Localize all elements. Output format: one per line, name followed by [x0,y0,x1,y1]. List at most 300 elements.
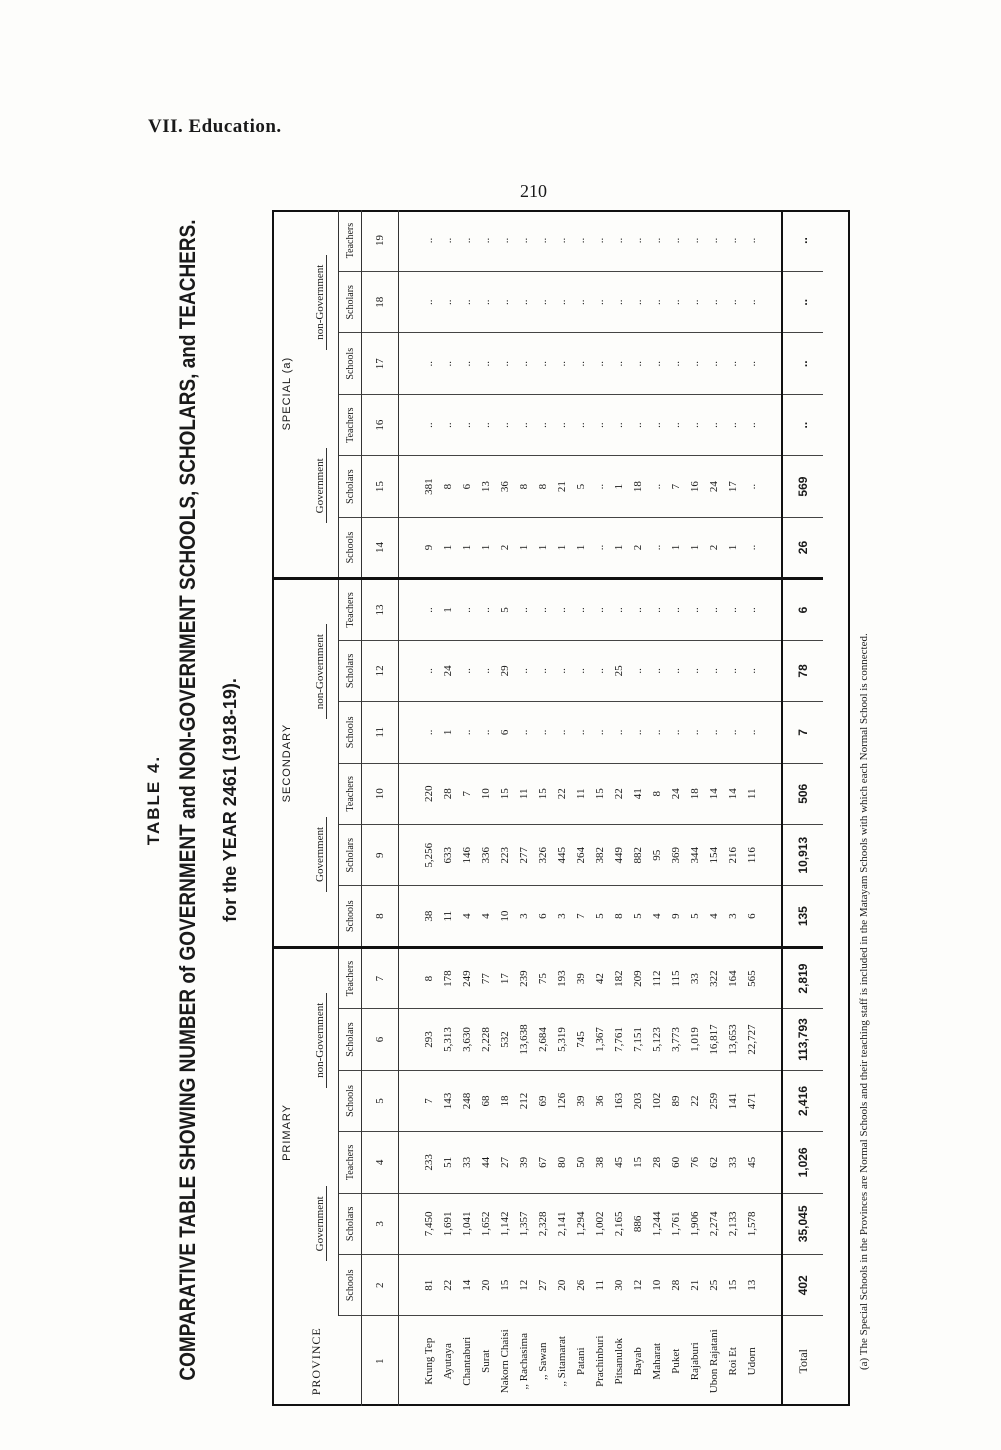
value-cell: 449 [609,825,628,886]
value-cell: 223 [495,825,514,886]
province-cell: ,, Sitamarat [555,1336,568,1387]
value-cell: 12 [514,1255,533,1316]
value-cell: .. [609,210,628,272]
value-cell: 248 [457,1070,476,1131]
table-row [552,210,571,1406]
value-cell: .. [514,579,533,640]
value-cell: .. [704,272,723,333]
value-cell: .. [704,394,723,455]
table-row [666,210,685,1406]
value-cell: 1,041 [457,1193,476,1254]
subgroup-header: Government [302,394,339,578]
value-cell: .. [782,333,823,394]
value-cell: 1 [438,579,457,640]
value-cell: 5 [590,886,609,947]
column-number: 12 [362,640,399,701]
value-cell: 18 [495,1070,514,1131]
value-cell: .. [533,579,552,640]
value-cell: 33 [457,1132,476,1193]
value-cell: .. [552,394,571,455]
value-cell: 116 [742,825,761,886]
value-cell: .. [609,579,628,640]
value-cell: .. [590,210,609,272]
value-cell: 15 [533,763,552,824]
value-cell: .. [685,272,704,333]
value-cell: 8 [419,947,438,1008]
value-cell: 102 [647,1070,666,1131]
value-cell: 1 [609,517,628,578]
value-cell: .. [590,272,609,333]
spacer-cell [761,1070,782,1131]
value-cell: 6 [457,456,476,517]
value-cell: 2 [495,517,514,578]
province-cell: Prachinburi [593,1335,606,1387]
column-header: Schools [339,333,362,394]
value-cell: 14 [457,1255,476,1316]
value-cell: .. [514,210,533,272]
value-cell: 20 [552,1255,571,1316]
value-cell: 24 [438,640,457,701]
value-cell: 216 [723,825,742,886]
value-cell: 1 [685,517,704,578]
value-cell: 15 [495,763,514,824]
value-cell: 22 [609,763,628,824]
column-number: 14 [362,517,399,578]
column-number: 19 [362,210,399,272]
value-cell: .. [533,394,552,455]
value-cell: 11 [590,1255,609,1316]
value-cell: .. [742,579,761,640]
value-cell: 1,002 [590,1193,609,1254]
value-cell: 11 [571,763,590,824]
value-cell: .. [514,394,533,455]
table-row [628,210,647,1406]
value-cell: .. [552,272,571,333]
value-cell: 36 [590,1070,609,1131]
value-cell: .. [495,394,514,455]
value-cell: 15 [495,1255,514,1316]
value-cell: .. [723,210,742,272]
spacer-cell [761,947,782,1008]
value-cell: .. [457,210,476,272]
value-cell: 50 [571,1132,590,1193]
value-cell: 20 [476,1255,495,1316]
value-cell: 163 [609,1070,628,1131]
value-cell: 5,313 [438,1009,457,1070]
value-cell: 1,367 [590,1009,609,1070]
page-number: 210 [520,181,547,201]
value-cell: .. [647,456,666,517]
value-cell: .. [590,394,609,455]
value-cell: 33 [723,1132,742,1193]
table-subtitle: for the YEAR 2461 (1918-19). [220,678,240,922]
province-cell: Bayab [631,1347,644,1376]
value-cell: .. [685,210,704,272]
value-cell: 336 [476,825,495,886]
group-header-secondary: SECONDARY [272,579,302,948]
value-cell: .. [590,333,609,394]
value-cell: .. [590,517,609,578]
value-cell: .. [476,333,495,394]
value-cell: .. [685,394,704,455]
value-cell: .. [533,333,552,394]
value-cell: 126 [552,1070,571,1131]
value-cell: .. [552,333,571,394]
spacer-row [399,210,420,1406]
value-cell: .. [552,210,571,272]
table-row [495,210,514,1406]
value-cell: .. [782,394,823,455]
value-cell: 77 [476,947,495,1008]
value-cell: .. [685,579,704,640]
value-cell: 1,294 [571,1193,590,1254]
column-number: 10 [362,763,399,824]
value-cell: 2,684 [533,1009,552,1070]
spacer-cell [399,1009,420,1070]
value-cell: .. [476,272,495,333]
province-cell: Roi Et [726,1347,739,1376]
value-cell: .. [685,702,704,763]
value-cell: 2,228 [476,1009,495,1070]
province-cell: Ubon Rajatani [707,1329,720,1394]
value-cell: 68 [476,1070,495,1131]
section-title: VII. Education. [148,116,282,137]
spacer-cell [761,640,782,701]
value-cell: .. [609,394,628,455]
value-cell: .. [438,333,457,394]
value-cell: 45 [742,1132,761,1193]
province-cell: Surat [479,1349,492,1373]
value-cell: .. [704,579,723,640]
value-cell: 18 [685,763,704,824]
group-header-special: SPECIAL (a) [272,210,302,579]
value-cell: .. [647,333,666,394]
value-cell: 112 [647,947,666,1008]
table-row [457,210,476,1406]
value-cell: 6 [495,702,514,763]
value-cell: .. [495,272,514,333]
spacer-cell [399,947,420,1008]
value-cell: 745 [571,1009,590,1070]
table-number: TABLE 4. [144,754,163,846]
value-cell: 8 [514,456,533,517]
value-cell: 44 [476,1132,495,1193]
value-cell: .. [742,517,761,578]
value-cell: 239 [514,947,533,1008]
table-row [647,210,666,1406]
column-header: Teachers [339,763,362,824]
spacer-cell [399,333,420,394]
subgroup-header: Government [302,1132,339,1316]
value-cell: 115 [666,947,685,1008]
value-cell: 259 [704,1070,723,1131]
value-cell: .. [628,640,647,701]
province-cell: Rajaburi [688,1342,701,1381]
value-cell: .. [457,394,476,455]
value-cell: 16,817 [704,1009,723,1070]
spacer-cell [761,394,782,455]
province-cell: Nakorn Chaisi [498,1329,511,1394]
value-cell: .. [609,333,628,394]
value-cell: 532 [495,1009,514,1070]
value-cell: 26 [782,517,823,578]
column-header: Scholars [339,456,362,517]
value-cell: .. [419,394,438,455]
value-cell: 7 [782,702,823,763]
province-cell: Krung Tep [422,1337,435,1385]
value-cell: 28 [438,763,457,824]
value-cell: .. [419,272,438,333]
value-cell: 164 [723,947,742,1008]
value-cell: 2,328 [533,1193,552,1254]
column-header: Scholars [339,825,362,886]
spacer-cell [399,640,420,701]
spacer-cell [761,886,782,947]
value-cell: 3,773 [666,1009,685,1070]
value-cell: 11 [514,763,533,824]
value-cell: .. [647,272,666,333]
value-cell: .. [628,394,647,455]
value-cell: .. [552,702,571,763]
value-cell: 506 [782,763,823,824]
spacer-cell [761,825,782,886]
value-cell: 13 [476,456,495,517]
value-cell: .. [742,702,761,763]
value-cell: 1 [476,517,495,578]
value-cell: 569 [782,456,823,517]
value-cell: .. [666,333,685,394]
value-cell: 1 [552,517,571,578]
province-cell: Pitsanulok [612,1338,625,1385]
subgroup-header: Government [302,763,339,947]
value-cell: 326 [533,825,552,886]
value-cell: .. [723,394,742,455]
value-cell: 4 [647,886,666,947]
value-cell: .. [457,272,476,333]
value-cell: 293 [419,1009,438,1070]
spacer-cell [761,456,782,517]
value-cell: .. [782,210,823,272]
spacer-cell [399,825,420,886]
value-cell: .. [723,272,742,333]
value-cell: 14 [704,763,723,824]
value-cell: 7 [571,886,590,947]
value-cell: 13,638 [514,1009,533,1070]
table-row [419,210,438,1406]
value-cell: 39 [514,1132,533,1193]
value-cell: 203 [628,1070,647,1131]
value-cell: .. [419,333,438,394]
value-cell: .. [476,640,495,701]
province-header: PROVINCE [272,1316,362,1406]
value-cell: 18 [628,456,647,517]
table-row [438,210,457,1406]
value-cell: 5,256 [419,825,438,886]
subgroup-header: non-Government [302,210,339,394]
value-cell: 4 [704,886,723,947]
spacer-cell [761,333,782,394]
value-cell: 1,357 [514,1193,533,1254]
value-cell: 3,630 [457,1009,476,1070]
value-cell: 1 [438,702,457,763]
column-number: 11 [362,702,399,763]
value-cell: 369 [666,825,685,886]
value-cell: 21 [685,1255,704,1316]
column-header: Teachers [339,210,362,272]
value-cell: .. [647,640,666,701]
column-header: Teachers [339,579,362,640]
column-number: 7 [362,947,399,1008]
value-cell: 10 [647,1255,666,1316]
value-cell: 4 [457,886,476,947]
value-cell: 8 [533,456,552,517]
column-number: 2 [362,1255,399,1316]
value-cell: .. [514,333,533,394]
value-cell: .. [438,210,457,272]
value-cell: 5,319 [552,1009,571,1070]
value-cell: 11 [742,763,761,824]
column-number: 4 [362,1132,399,1193]
spacer-cell [399,1193,420,1254]
spacer-cell [399,394,420,455]
value-cell: 25 [609,640,628,701]
value-cell: 9 [666,886,685,947]
value-cell: 4 [476,886,495,947]
value-cell: 51 [438,1132,457,1193]
value-cell: 95 [647,825,666,886]
value-cell: .. [419,579,438,640]
value-cell: 2,141 [552,1193,571,1254]
subgroup-header: non-Government [302,579,339,763]
spacer-cell [399,1132,420,1193]
value-cell: .. [495,333,514,394]
value-cell: 39 [571,947,590,1008]
value-cell: 7,761 [609,1009,628,1070]
value-cell: 75 [533,947,552,1008]
spacer-cell [399,1316,420,1406]
value-cell: .. [666,272,685,333]
value-cell: 233 [419,1132,438,1193]
value-cell: .. [533,210,552,272]
column-header: Schools [339,702,362,763]
education-table [272,210,823,1406]
value-cell: 2,819 [782,947,823,1008]
spacer-cell [399,579,420,640]
value-cell: 2 [628,517,647,578]
value-cell: 36 [495,456,514,517]
spacer-cell [399,517,420,578]
rotated-table-panel [140,190,880,1410]
value-cell: 39 [571,1070,590,1131]
value-cell: 141 [723,1070,742,1131]
value-cell: 1 [723,517,742,578]
value-cell: .. [704,702,723,763]
value-cell: .. [590,579,609,640]
value-cell: 30 [609,1255,628,1316]
value-cell: .. [742,456,761,517]
column-header: Teachers [339,947,362,1008]
value-cell: .. [476,210,495,272]
value-cell: 24 [704,456,723,517]
column-header: Schools [339,517,362,578]
value-cell: 33 [685,947,704,1008]
value-cell: 17 [723,456,742,517]
subgroup-header: non-Government [302,947,339,1131]
value-cell: .. [782,272,823,333]
value-cell: .. [647,579,666,640]
column-number: 1 [362,1316,399,1406]
value-cell: .. [457,640,476,701]
value-cell: 81 [419,1255,438,1316]
column-number: 6 [362,1009,399,1070]
value-cell: 8 [438,456,457,517]
value-cell: 2,274 [704,1193,723,1254]
value-cell: 322 [704,947,723,1008]
value-cell: 212 [514,1070,533,1131]
value-cell: 1,026 [782,1132,823,1193]
value-cell: 7 [419,1070,438,1131]
value-cell: .. [533,702,552,763]
column-number: 13 [362,579,399,640]
value-cell: 5 [628,886,647,947]
spacer-row [761,210,782,1406]
value-cell: .. [533,272,552,333]
value-cell: 15 [723,1255,742,1316]
value-cell: 45 [609,1132,628,1193]
value-cell: 11 [438,886,457,947]
value-cell: 381 [419,456,438,517]
value-cell: 7,151 [628,1009,647,1070]
value-cell: 21 [552,456,571,517]
value-cell: 193 [552,947,571,1008]
value-cell: .. [666,640,685,701]
value-cell: .. [609,702,628,763]
column-header: Scholars [339,1009,362,1070]
table-row [571,210,590,1406]
footnote: (a) The Special Schools in the Provinces are Normal Schools and their teaching staff is included in the Matayam Schools with which each Normal School is connected. [858,633,870,1370]
value-cell: 1 [438,517,457,578]
value-cell: 2,416 [782,1070,823,1131]
value-cell: 135 [782,886,823,947]
value-cell: 13 [742,1255,761,1316]
spacer-cell [399,702,420,763]
value-cell: .. [571,333,590,394]
value-cell: .. [571,394,590,455]
value-cell: .. [609,272,628,333]
value-cell: 1 [457,517,476,578]
group-header-primary: PRIMARY [281,1103,293,1161]
value-cell: 1 [609,456,628,517]
value-cell: 3 [723,886,742,947]
column-header: Teachers [339,1132,362,1193]
value-cell: 249 [457,947,476,1008]
value-cell: 6 [742,886,761,947]
value-cell: 2 [704,517,723,578]
value-cell: 8 [647,763,666,824]
value-cell: .. [723,579,742,640]
value-cell: .. [590,640,609,701]
value-cell: .. [666,210,685,272]
value-cell: 28 [647,1132,666,1193]
value-cell: .. [666,394,685,455]
value-cell: 24 [666,763,685,824]
value-cell: .. [571,702,590,763]
value-cell: .. [476,394,495,455]
value-cell: 89 [666,1070,685,1131]
value-cell: .. [590,456,609,517]
value-cell: 182 [609,947,628,1008]
column-header: Schools [339,1255,362,1316]
